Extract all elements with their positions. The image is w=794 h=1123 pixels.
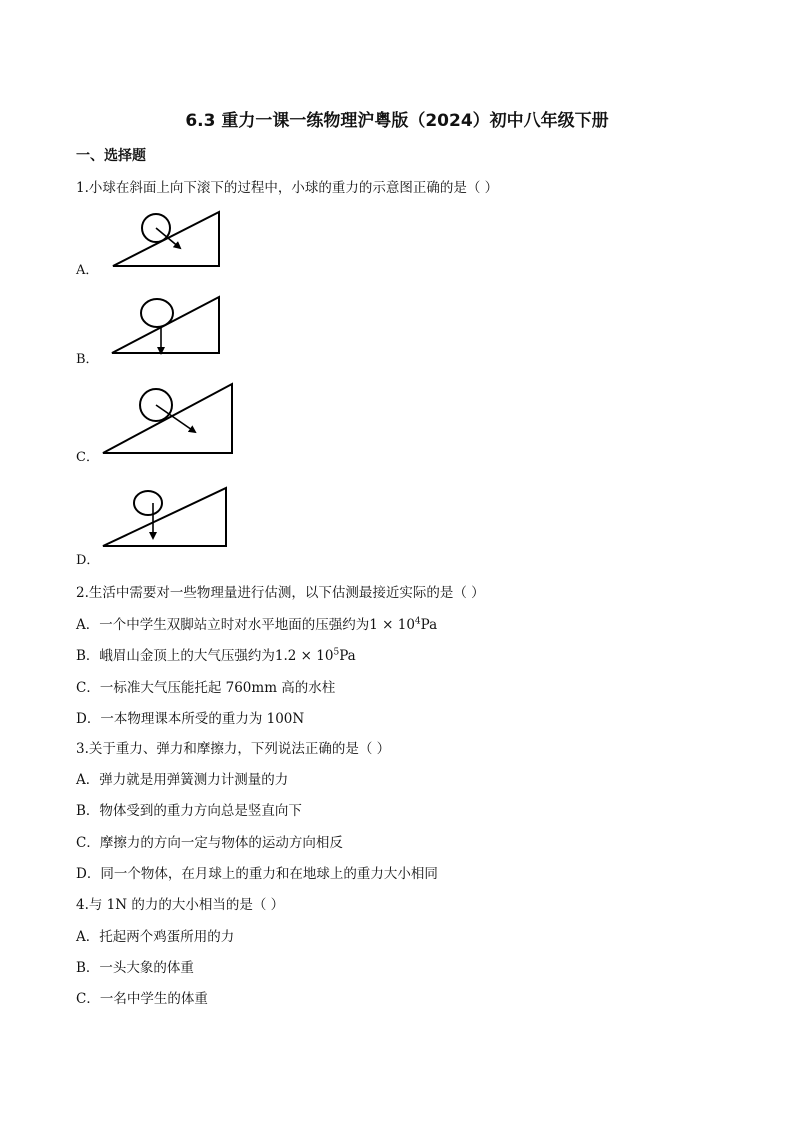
page-title: 6.3 重力一课一练物理沪粤版（2024）初中八年级下册 xyxy=(185,111,609,131)
figure-option-c xyxy=(100,380,235,458)
figure-option-d xyxy=(100,486,230,551)
question-4-stem: 4.与 1N 的力的大小相当的是（ ） xyxy=(76,897,285,913)
figure-option-b xyxy=(110,295,225,363)
question-2-stem: 2.生活中需要对一些物理量进行估测，以下估测最接近实际的是（ ） xyxy=(76,585,485,601)
figure-option-a xyxy=(110,208,225,270)
option-4b: B．一头大象的体重 xyxy=(76,960,194,976)
option-1c-label: C． xyxy=(76,450,99,465)
option-3b: B．物体受到的重力方向总是竖直向下 xyxy=(76,803,302,819)
section-heading: 一、选择题 xyxy=(76,148,146,164)
option-4c: C．一名中学生的体重 xyxy=(76,991,208,1007)
option-2d: D．一本物理课本所受的重力为 100N xyxy=(76,711,305,727)
option-3d: D．同一个物体，在月球上的重力和在地球上的重力大小相同 xyxy=(76,866,438,882)
question-3-stem: 3.关于重力、弹力和摩擦力，下列说法正确的是（ ） xyxy=(76,741,391,757)
option-3a: A．弹力就是用弹簧测力计测量的力 xyxy=(76,772,289,788)
option-1b-label: B． xyxy=(76,352,99,367)
option-3c: C．摩擦力的方向一定与物体的运动方向相反 xyxy=(76,835,343,851)
option-4a: A．托起两个鸡蛋所用的力 xyxy=(76,929,235,945)
option-2c: C．一标准大气压能托起 760mm 高的水柱 xyxy=(76,680,336,696)
option-2a: A．一个中学生双脚站立时对水平地面的压强约为$1 \times 10^4Pa$ xyxy=(76,616,438,633)
option-1d-label: D． xyxy=(76,553,100,568)
option-1a-label: A． xyxy=(76,263,99,278)
option-2b: B．峨眉山金顶上的大气压强约为$1.2 \times 10^5Pa$ xyxy=(76,647,356,664)
question-1-stem: 1.小球在斜面上向下滚下的过程中，小球的重力的示意图正确的是（ ） xyxy=(76,180,499,196)
